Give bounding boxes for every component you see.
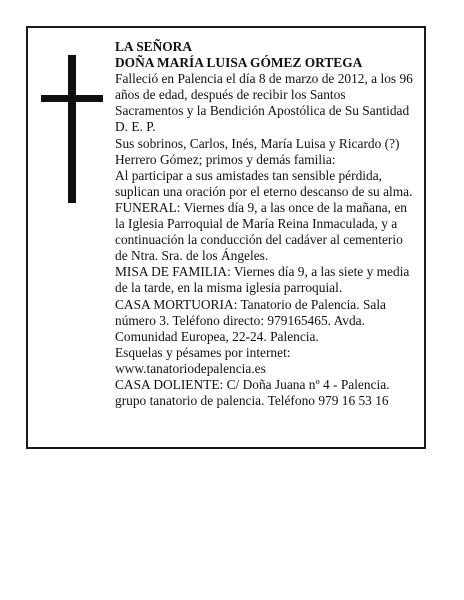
death-statement: Falleció en Palencia el día 8 de marzo de 2012, a los 96 años de edad, después de recibir los Santos Sacramentos y la Bendición Apostólica de Su Santidad bbox=[115, 71, 413, 119]
family-home-info: CASA DOLIENTE: C/ Doña Juana nº 4 - Palencia. bbox=[115, 376, 390, 392]
website-link[interactable]: www.tanatoriodepalencia.es bbox=[115, 360, 266, 376]
prayer-request: Al participar a sus amistades tan sensible pérdida, suplican una oración por el eterno descanso de su alma. bbox=[115, 167, 413, 199]
notice-heading: LA SEÑORA bbox=[115, 39, 193, 54]
family-mass-info: MISA DE FAMILIA: Viernes día 9, a las siete y media de la tarde, en la misma iglesia parroquial. bbox=[115, 264, 410, 296]
cross-icon bbox=[41, 55, 103, 203]
internet-condolences-label: Esquelas y pésames por internet: bbox=[115, 344, 291, 360]
notice-body bbox=[115, 39, 415, 409]
funeral-group-info: grupo tanatorio de palencia. Teléfono 979 16 53 16 bbox=[115, 393, 389, 409]
family-statement: Sus sobrinos, Carlos, Inés, María Luisa y Ricardo (?) Herrero Gómez; primos y demás familia: bbox=[115, 135, 400, 167]
rip-text: D. E. P. bbox=[115, 119, 156, 135]
cross-vertical-bar bbox=[68, 55, 76, 203]
obituary-notice bbox=[26, 26, 426, 449]
funeral-home-info: CASA MORTUORIA: Tanatorio de Palencia. Sala número 3. Teléfono directo: 979165465. Avda. Comunidad Europea, 22-24. Palencia. bbox=[115, 296, 386, 344]
funeral-info: FUNERAL: Viernes día 9, a las once de la mañana, en la Iglesia Parroquial de María Reina Inmaculada, y a continuación la conducción del cadáver al cementerio de Ntra. Sra. de los Ángeles. bbox=[115, 199, 407, 264]
deceased-name: DOÑA MARÍA LUISA GÓMEZ ORTEGA bbox=[115, 55, 363, 71]
cross-horizontal-bar bbox=[41, 95, 103, 102]
